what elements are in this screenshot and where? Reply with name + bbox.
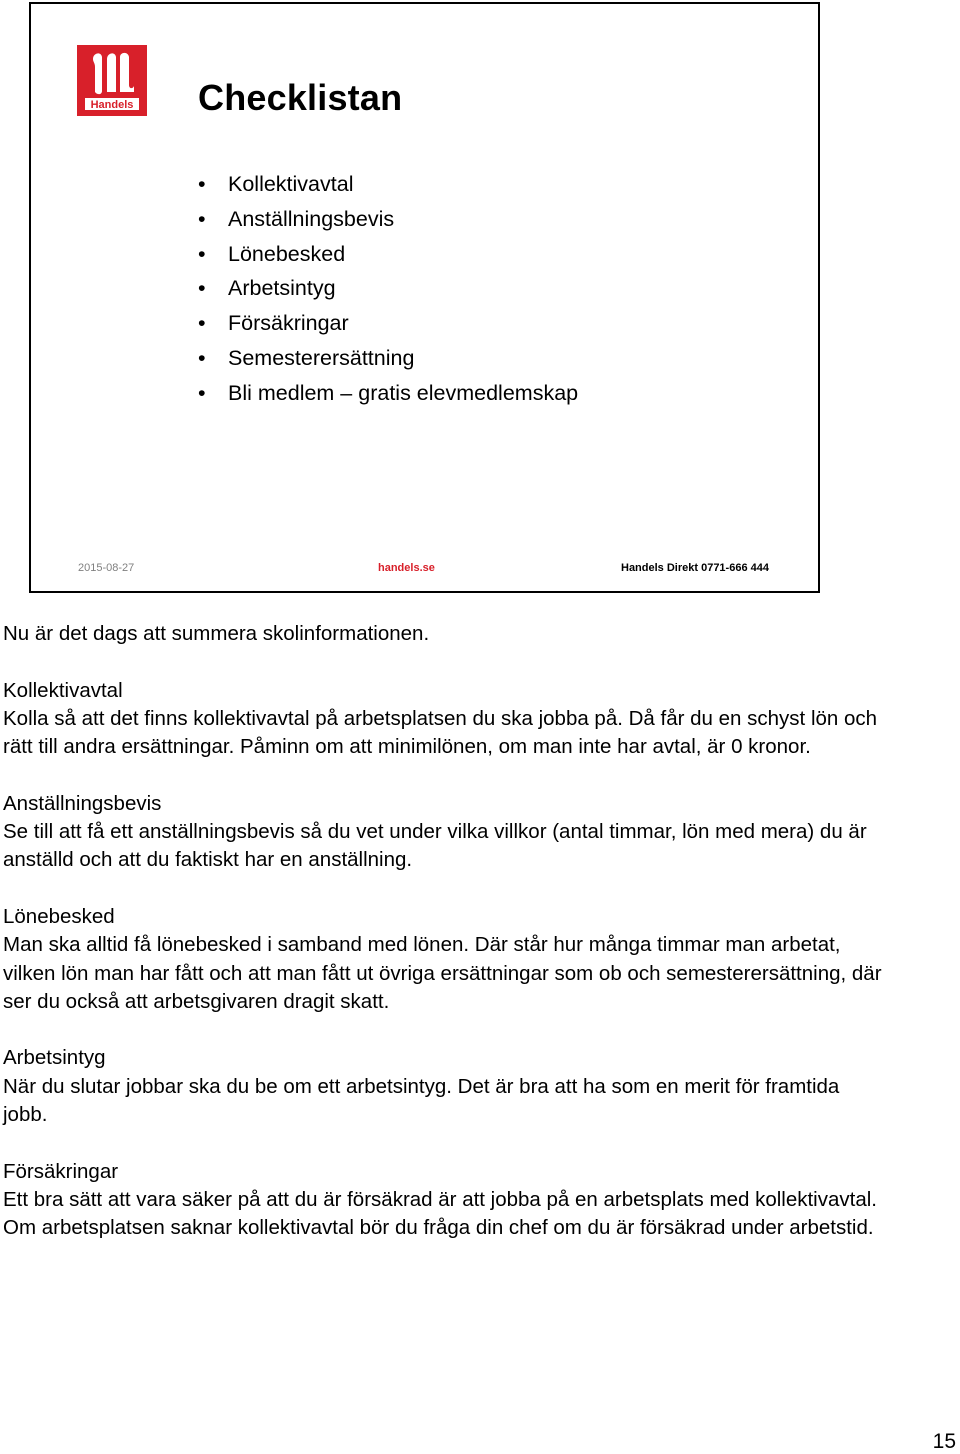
list-item <box>198 306 578 341</box>
notes-section-anstallningsbevis <box>3 790 883 875</box>
list-item <box>198 237 578 272</box>
list-item-label: Semesterersättning <box>228 345 415 370</box>
slide-frame <box>29 2 820 593</box>
section-body: När du slutar jobbar ska du be om ett arbetsintyg. Det är bra att ha som en merit för framtida jobb. <box>3 1074 840 1127</box>
section-heading: Försäkringar <box>3 1159 119 1183</box>
section-body: Ett bra sätt att vara säker på att du är försäkrad är att jobba på en arbetsplats med kollektivavtal. Om arbetsplatsen saknar kollektivavtal bör du fråga din chef om du är försäkrad under arbetstid. <box>3 1187 877 1240</box>
notes-section-forsakringar <box>3 1158 883 1243</box>
list-item <box>198 271 578 306</box>
list-item-label: Bli medlem – gratis elevmedlemskap <box>228 380 579 405</box>
checklist <box>198 167 578 411</box>
notes-section-lonebesked <box>3 903 883 1016</box>
section-body: Man ska alltid få lönebesked i samband med lönen. Där står hur många timmar man arbetat, vilken lön man har fått och att man fått ut övriga ersättningar som ob och semesterersättning, där ser du också att arbetsgivaren dragit skatt. <box>3 933 882 1013</box>
handels-logo <box>77 45 147 116</box>
footer-date: 2015-08-27 <box>78 562 135 574</box>
notes-section-arbetsintyg <box>3 1044 883 1129</box>
list-item-label: Kollektivavtal <box>228 172 354 196</box>
list-item-label: Försäkringar <box>228 311 349 336</box>
section-heading: Anställningsbevis <box>3 791 162 815</box>
bullet-icon: • <box>198 172 206 196</box>
section-body: Kolla så att det finns kollektivavtal på arbetsplatsen du ska jobba på. Då får du en schyst lön och rätt till andra ersättningar. Påminn om att minimilönen, om man inte har avtal, är 0 kronor. <box>3 706 878 759</box>
section-body: Se till att få ett anställningsbevis så du vet under vilka villkor (antal timmar, lön med mera) du är anställd och att du faktiskt har en anställning. <box>3 820 867 872</box>
bullet-icon: • <box>198 380 206 405</box>
list-item-label: Arbetsintyg <box>228 276 336 301</box>
bullet-icon: • <box>198 241 206 266</box>
bullet-icon: • <box>198 206 206 231</box>
list-item <box>198 341 578 376</box>
list-item <box>198 167 578 202</box>
notes-section-kollektivavtal <box>3 677 883 762</box>
list-item <box>198 202 578 237</box>
bullet-icon: • <box>198 345 206 370</box>
list-item <box>198 376 578 411</box>
page-number: 15 <box>932 1430 956 1453</box>
section-heading: Lönebesked <box>3 904 115 928</box>
section-heading: Arbetsintyg <box>3 1046 106 1070</box>
list-item-label: Lönebesked <box>228 241 346 266</box>
bullet-icon: • <box>198 276 206 301</box>
bullet-icon: • <box>198 311 206 336</box>
section-heading: Kollektivavtal <box>3 678 123 702</box>
slide-title: Checklistan <box>198 77 403 118</box>
svg-text:Handels: Handels <box>90 99 134 111</box>
footer-site-link[interactable]: handels.se <box>378 562 435 574</box>
speaker-notes <box>3 620 883 1271</box>
notes-intro: Nu är det dags att summera skolinformationen. <box>3 622 430 645</box>
footer-phone: Handels Direkt 0771-666 444 <box>621 562 769 574</box>
list-item-label: Anställningsbevis <box>228 206 395 231</box>
